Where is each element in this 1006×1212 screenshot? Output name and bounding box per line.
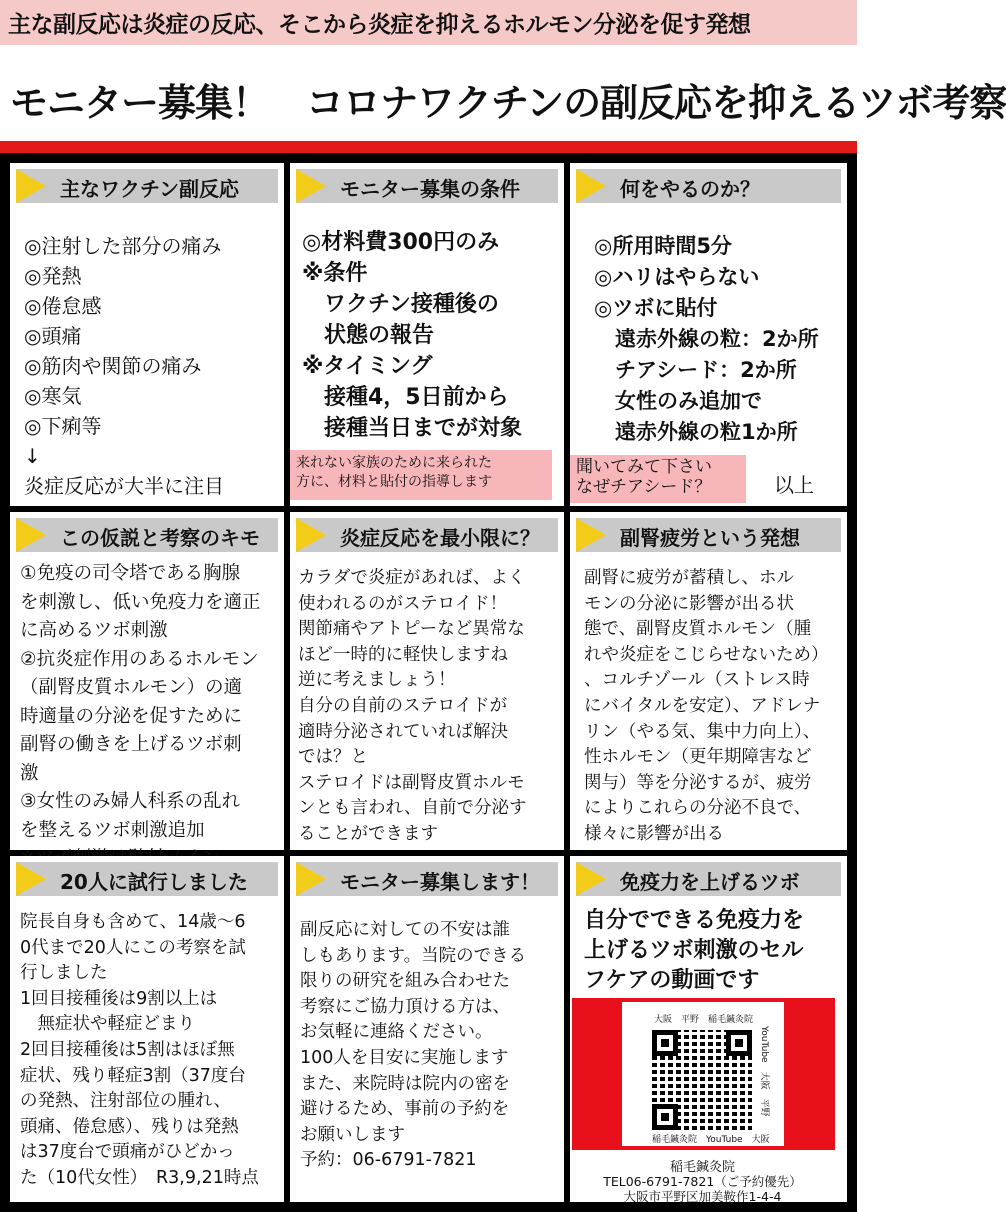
panel-body: カラダで炎症があれば、よく 使われるのがステロイド！ 関節痛やアトピーなど異常な ほど一時的に軽快しますね 逆に考えましょう！ 自分の自前のステロイドが 適時分泌されていれば解決 では？と ステロイドは副腎皮質ホルモ ンとも言われ、自前で分泌す ることができます <box>298 568 527 844</box>
panel-header <box>296 862 558 896</box>
panel-body: ◎注射した部分の痛み ◎発熱 ◎倦怠感 ◎頭痛 ◎筋肉や関節の痛み ◎寒気 ◎下痢等 ↓ 炎症反応が大半に注目 <box>24 234 224 498</box>
panel-what <box>570 163 847 506</box>
panel-immunity <box>570 856 847 1202</box>
panel-body: 自分でできる免疫力を 上げるツボ刺激のセル フケアの動画です <box>584 908 805 993</box>
qr-finder-icon <box>726 1030 752 1056</box>
panel-header <box>16 518 278 552</box>
panel-body: 院長自身も含めて、14歳〜6 0代まで20人にこの考察を試 行しました 1回目接種後は9割以上は 無症状や軽症どまり 2回目接種後は5割はほぼ無 症状、残り軽症3割（37度台 の発熱、注射部位の腫れ、 頭痛、倦怠感）、残りは発熱 は37度台で頭痛がひどかっ た（10代女性） R3,9,21時点 <box>20 912 259 1188</box>
panel-title: 主なワクチン副反応 <box>60 177 239 201</box>
top-banner <box>0 0 857 45</box>
panel-body: ◎所用時間5分 ◎ハリはやらない ◎ツボに貼付 遠赤外線の粒：2か所 チアシード：2か所 女性のみ追加で 遠赤外線の粒1か所 <box>594 234 819 444</box>
qr-caption-right: YouTube 大阪 平野 <box>759 1026 769 1117</box>
panel-body: ①免疫の司令塔である胸腺 を刺激し、低い免疫力を適正 に高めるツボ刺激 ②抗炎症作用のあるホルモン （副腎皮質ホルモン）の適 時適量の分泌を促すために 副腎の働きを上げるツボ刺 激 ③女性のみ婦人科系の乱れ を整えるツボ刺激追加 <box>20 563 261 841</box>
panel-title: 炎症反応を最小限に？ <box>340 526 540 550</box>
family-note: 来れない家族のために来られた 方に、材料と貼付の指導します <box>290 450 552 500</box>
panel-side-effects <box>10 163 284 506</box>
panel-header <box>16 169 278 203</box>
panel-header <box>296 518 558 552</box>
panel-hypothesis <box>10 512 284 850</box>
panel-trial <box>10 856 284 1202</box>
chia-note: 聞いてみて下さい なぜチアシード？ <box>570 455 746 503</box>
page-title-text: モニター募集！ コロナワクチンの副反応を抑えるツボ考察 <box>10 81 1006 125</box>
clinic-address: 大阪市平野区加美鞍作1-4-4 <box>623 1189 782 1204</box>
panel-body: 副反応に対しての不安は誰 しもあります。当院のできる 限りの研究を組み合わせた 考察にご協力頂ける方は、 お気軽に連絡ください。 100人を目安に実施します また、来院時は院内の密を 避けるため、事前の予約を お願いします 予約：06-6791-7821 <box>300 920 527 1171</box>
panel-conditions <box>290 163 564 506</box>
qr-red-box <box>572 998 835 1150</box>
panel-minimize <box>290 512 564 850</box>
panel-title: この仮説と考察のキモ <box>60 526 260 550</box>
panel-adrenal <box>570 512 847 850</box>
qr-finder-icon <box>652 1104 678 1130</box>
panel-title: 免疫力を上げるツボ <box>620 870 800 894</box>
banner-text: 主な副反応は炎症の反応、そこから炎症を抑えるホルモン分泌を促す発想 <box>8 12 751 38</box>
clinic-phone[interactable]: TEL06-6791-7821（ご予約優先） <box>603 1174 802 1189</box>
panel-header <box>16 862 278 896</box>
clinic-name: 稲毛鍼灸院 <box>669 1160 735 1175</box>
panel-title: 副腎疲労という発想 <box>620 526 800 550</box>
panel-body: 副腎に疲労が蓄積し、ホル モンの分泌に影響が出る状 態で、副腎皮質ホルモン（腫 れや炎症をこじらせないため） 、コルチゾール（ストレス時 にバイタルを安定）、アドレナ リン（やる気、集中力向上）、 性ホルモン（更年期障害など 関与）等を分泌するが、疲労 によりこれらの分泌不良で、 様々に影響が出る <box>584 568 829 844</box>
qr-finder-icon <box>652 1030 678 1056</box>
panel-recruit <box>290 856 564 1202</box>
panel-header <box>576 169 841 203</box>
qr-caption-top: 大阪 平野 稲毛鍼灸院 <box>654 1015 754 1025</box>
panel-title: 何をやるのか？ <box>620 177 760 201</box>
youtube-qr-code[interactable] <box>622 1002 784 1146</box>
panel-body: ◎材料費300円のみ ※条件 ワクチン接種後の 状態の報告 ※タイミング 接種4，5日前から 接種当日までが対象 <box>302 230 523 441</box>
end-label: 以上 <box>774 473 814 497</box>
qr-caption-bottom: 稲毛鍼灸院 YouTube 大阪 <box>652 1135 770 1145</box>
title-underline <box>0 141 857 153</box>
panel-title: モニター募集します！ <box>340 870 540 894</box>
panel-title: モニター募集の条件 <box>340 177 520 201</box>
panel-header <box>576 518 841 552</box>
page-title <box>0 62 1006 140</box>
panel-title: 20人に試行しました <box>60 870 248 894</box>
panel-header <box>576 862 841 896</box>
panel-header <box>296 169 558 203</box>
